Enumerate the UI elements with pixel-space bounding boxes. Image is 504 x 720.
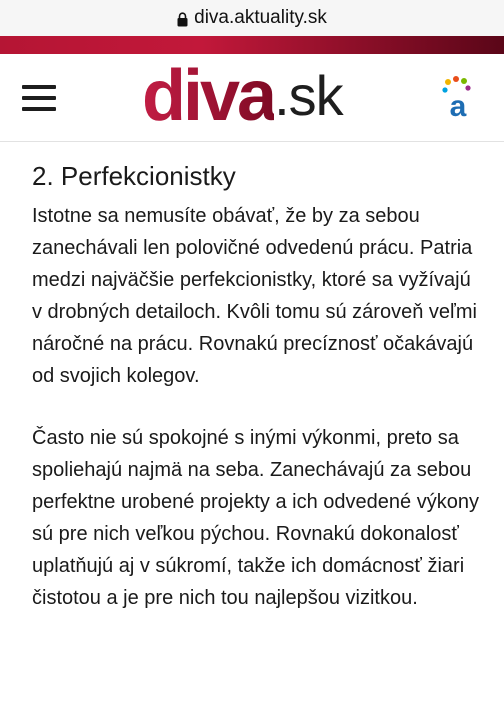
logo-main-text: diva	[142, 56, 275, 136]
site-logo[interactable]	[142, 58, 372, 134]
browser-url-text: diva.aktuality.sk	[194, 7, 327, 28]
article-paragraph: Istotne sa nemusíte obávať, že by za sebou zanechávali len polovičné odvedenú prácu. Patria medzi najväčšie perfekcionistky, ktoré sa vyžívajú v drobných detailoch. Kvôli tomu sú zároveň veľmi náročné na prácu. Rovnakú precíznosť očakávajú od svojich kolegov.	[32, 205, 477, 387]
partner-logo-letter: a	[449, 90, 467, 120]
logo-suffix-text: .sk	[274, 64, 343, 127]
browser-url-bar[interactable]	[0, 0, 504, 36]
lock-icon	[177, 12, 188, 27]
article-body	[32, 158, 484, 644]
aktuality-logo-icon[interactable]	[438, 76, 478, 120]
site-header	[0, 54, 504, 142]
brand-stripe	[0, 36, 504, 54]
article-paragraph: Často nie sú spokojné s inými výkonmi, preto sa spoliehajú najmä na seba. Zanechávajú za sebou perfektne urobené projekty a ich odvedené výkony sú pre nich veľkou pýchou. Rovnakú dokonalosť uplatňujú aj v súkromí, takže ich domácnosť žiari čistotou a je pre nich tou najlepšou vizitkou.	[32, 427, 479, 609]
section-heading: 2. Perfekcionistky	[32, 161, 236, 191]
hamburger-menu-icon[interactable]	[22, 85, 56, 111]
